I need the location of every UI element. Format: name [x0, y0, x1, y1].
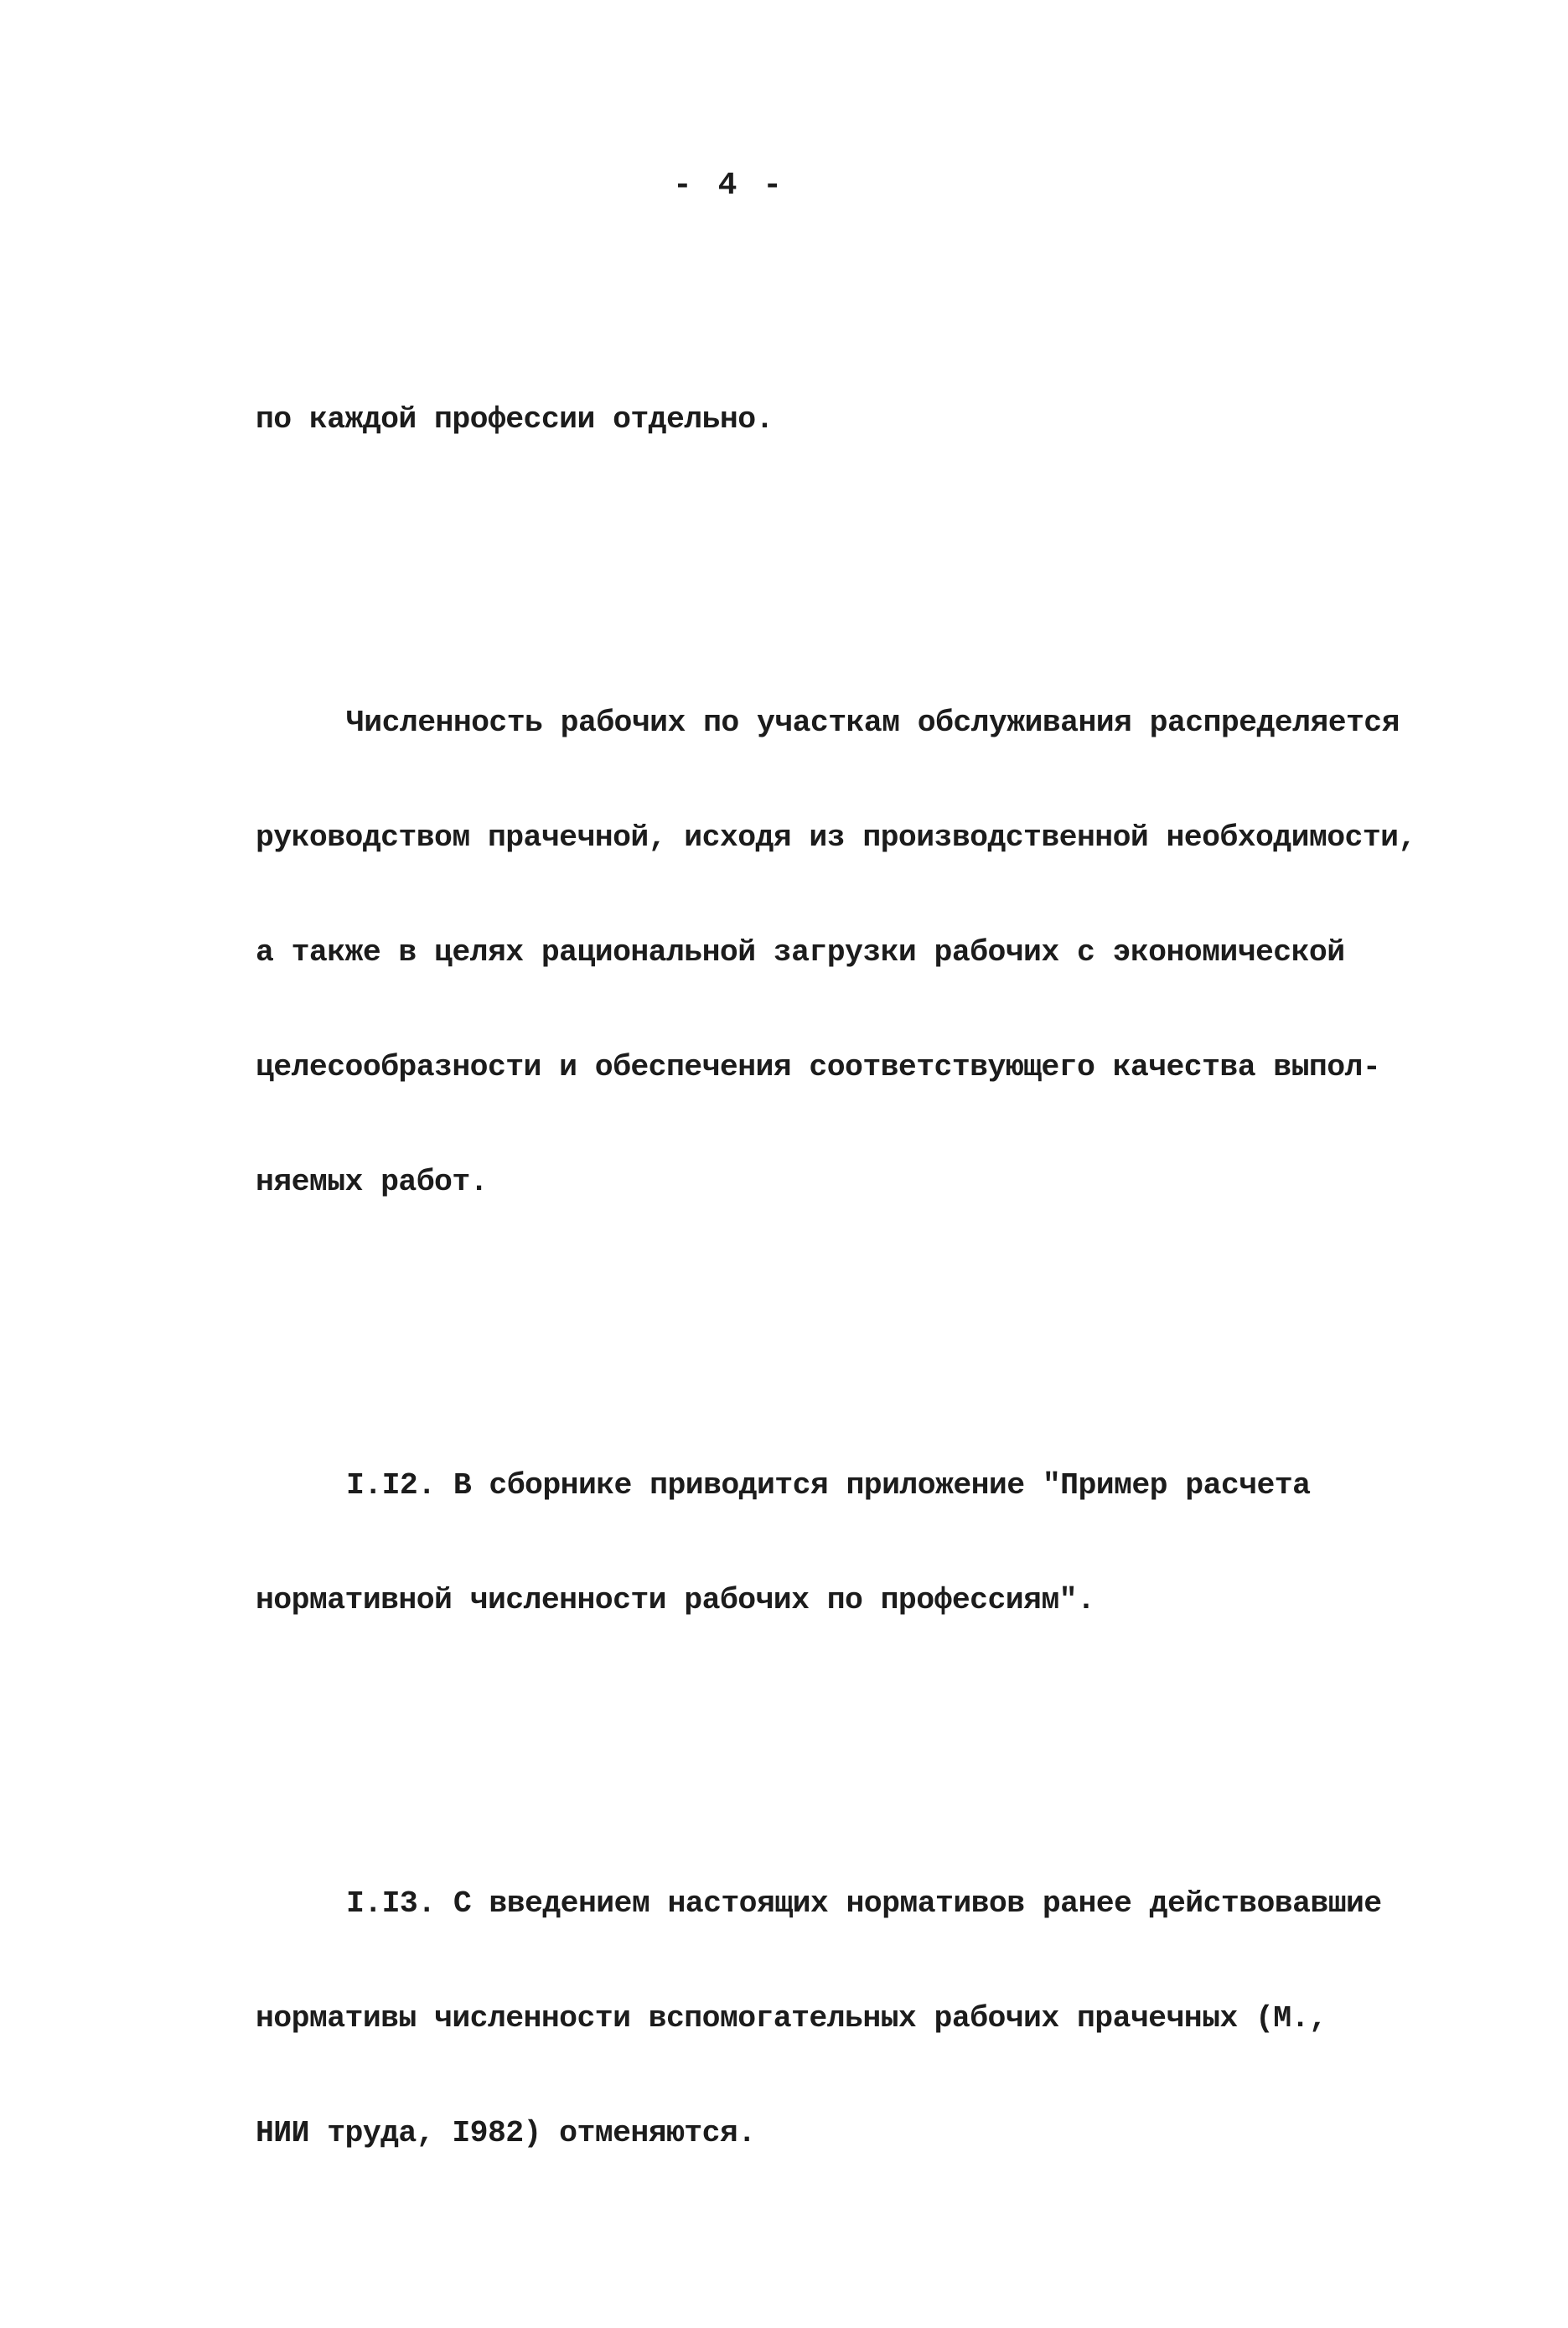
- paragraph-workforce-distribution: [256, 631, 1454, 1274]
- text-line: руководством прачечной, исходя из производственной необходимости,: [256, 820, 1416, 855]
- document-body: [256, 225, 1454, 2328]
- paragraph-item-1-12: [256, 1394, 1454, 1692]
- paragraph-continuation: [256, 328, 1454, 511]
- text-line: нормативы численности вспомогательных рабочих прачечных (М.,: [256, 2001, 1327, 2036]
- text-line: нормативной численности рабочих по профессиям".: [256, 1583, 1095, 1617]
- text-line: I.I2. В сборнике приводится приложение "Пример расчета: [346, 1468, 1311, 1503]
- text-line: Численность рабочих по участкам обслуживания распределяется: [346, 706, 1400, 740]
- page-number: - 4 -: [672, 168, 786, 204]
- text-line: по каждой профессии отдельно.: [256, 402, 774, 437]
- text-line: няемых работ.: [256, 1165, 488, 1199]
- text-line: I.I3. С введением настоящих нормативов ранее действовавшие: [346, 1886, 1382, 1921]
- text-line: НИИ труда, I982) отменяются.: [256, 2116, 756, 2150]
- text-line: целесообразности и обеспечения соответствующего качества выпол-: [256, 1050, 1381, 1084]
- text-line: а также в целях рациональной загрузки рабочих с экономической: [256, 935, 1345, 970]
- paragraph-item-1-13: [256, 1812, 1454, 2225]
